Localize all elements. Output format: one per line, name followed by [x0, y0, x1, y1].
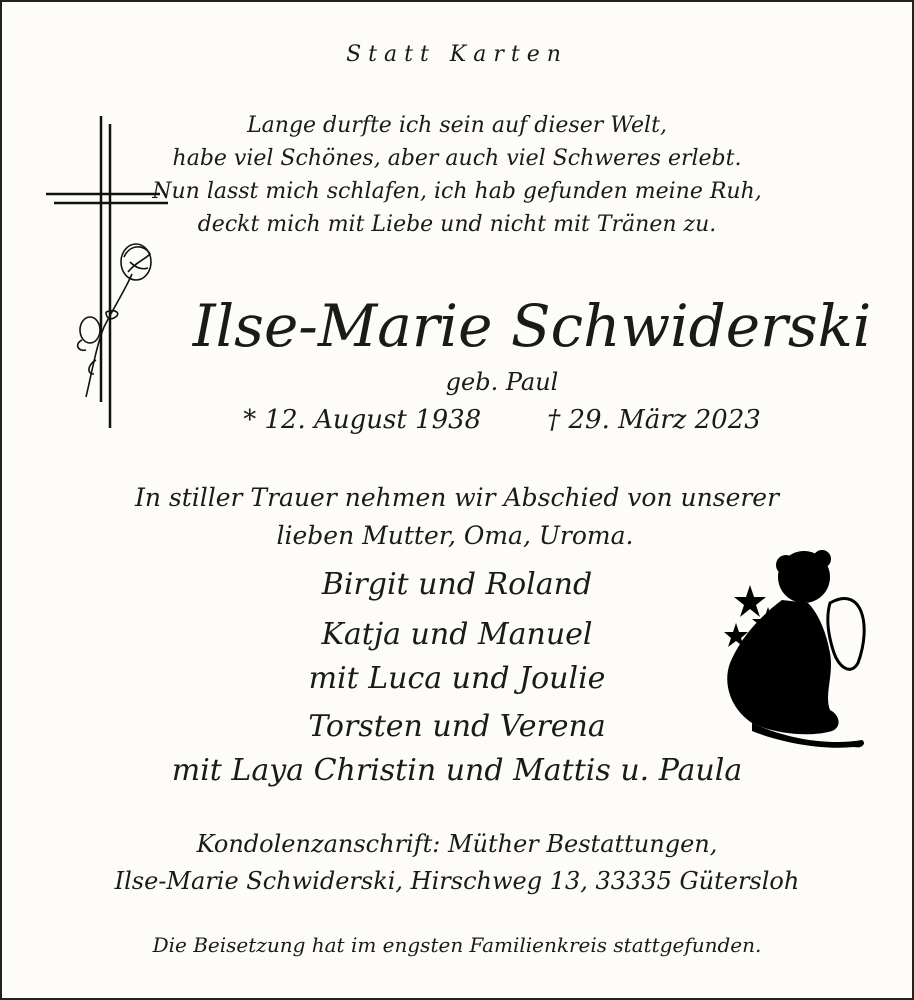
birth-date: * 12. August 1938 [243, 405, 482, 435]
family-line-5: mit Laya Christin und Mattis u. Paula [171, 753, 743, 788]
intro-line-1: In stiller Trauer nehmen wir Abschied von unserer [134, 483, 780, 512]
condolence-line-1: Kondolenzanschrift: Müther Bestattungen, [196, 830, 718, 858]
poem-line-4: deckt mich mit Liebe und nicht mit Tränen zu. [197, 212, 717, 237]
poem-line-3: Nun lasst mich schlafen, ich hab gefunden meine Ruh, [152, 179, 762, 204]
family-line-1: Birgit und Roland [321, 567, 593, 602]
header-statt-karten: Statt Karten [346, 42, 568, 67]
family-line-3: mit Luca und Joulie [308, 661, 606, 696]
family-line-2: Katja und Manuel [321, 617, 593, 652]
death-date: † 29. März 2023 [547, 405, 761, 435]
life-dates [120, 405, 884, 435]
burial-note: Die Beisetzung hat im engsten Familienkreis stattgefunden. [152, 933, 762, 957]
family-line-4: Torsten und Verena [308, 709, 606, 744]
condolence-line-2: Ilse-Marie Schwiderski, Hirschweg 13, 33335 Gütersloh [114, 867, 800, 895]
deceased-name: Ilse-Marie Schwiderski [192, 292, 872, 360]
angel-with-stars-icon [722, 545, 872, 750]
poem-line-2: habe viel Schönes, aber auch viel Schweres erlebt. [172, 146, 742, 171]
poem-line-1: Lange durfte ich sein auf dieser Welt, [247, 113, 667, 138]
born-name: geb. Paul [445, 368, 559, 396]
intro-line-2: lieben Mutter, Oma, Uroma. [276, 521, 634, 550]
